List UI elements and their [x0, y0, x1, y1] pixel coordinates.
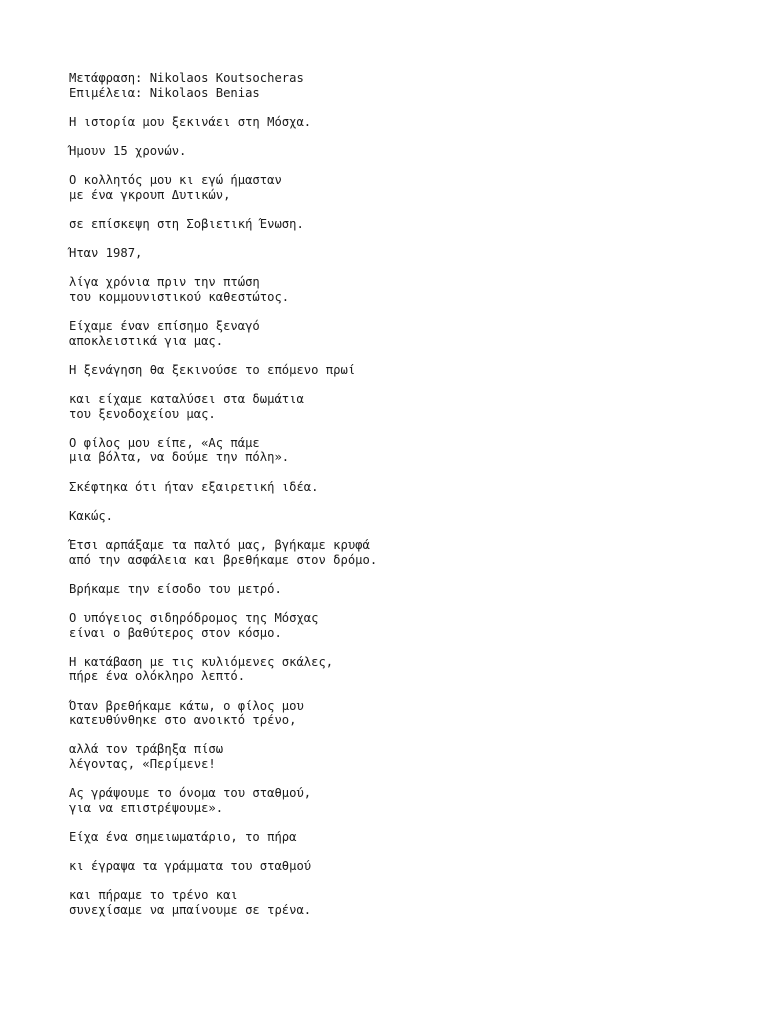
paragraph: [69, 392, 749, 421]
paragraph: [69, 538, 749, 567]
text-line: για να επιστρέψουμε».: [69, 800, 224, 815]
paragraph: [69, 144, 749, 159]
paragraph: [69, 217, 749, 232]
text-line: Η ξενάγηση θα ξεκινούσε το επόμενο πρωί: [69, 362, 356, 377]
text-line: λίγα χρόνια πριν την πτώση: [69, 275, 260, 290]
text-line: Ήμουν 15 χρονών.: [69, 143, 187, 158]
paragraph: [69, 115, 749, 130]
text-line: Η κατάβαση με τις κυλιόμενες σκάλες,: [69, 654, 334, 669]
paragraph: [69, 319, 749, 348]
text-line: σε επίσκεψη στη Σοβιετική Ένωση.: [69, 216, 304, 231]
text-line: και είχαμε καταλύσει στα δωμάτια: [69, 392, 304, 407]
text-line: από την ασφάλεια και βρεθήκαμε στον δρόμο.: [69, 552, 378, 567]
text-line: με ένα γκρουπ Δυτικών,: [69, 187, 231, 202]
text-line: αλλά τον τράβηξα πίσω: [69, 742, 224, 757]
text-line: του κομμουνιστικού καθεστώτος.: [69, 289, 290, 304]
paragraph: [69, 786, 749, 815]
text-line: είναι ο βαθύτερος στον κόσμο.: [69, 625, 282, 640]
text-line: Όταν βρεθήκαμε κάτω, ο φίλος μου: [69, 698, 304, 713]
paragraph: [69, 830, 749, 845]
paragraph: [69, 246, 749, 261]
text-line: λέγοντας, «Περίμενε!: [69, 756, 216, 771]
paragraph: [69, 275, 749, 304]
paragraph: [69, 699, 749, 728]
text-line: Σκέφτηκα ότι ήταν εξαιρετική ιδέα.: [69, 479, 319, 494]
paragraph: [69, 859, 749, 874]
text-line: του ξενοδοχείου μας.: [69, 406, 216, 421]
paragraph: [69, 582, 749, 597]
text-line: αποκλειστικά για μας.: [69, 333, 224, 348]
text-line: Μετάφραση: Nikolaos Koutsocheras: [69, 71, 304, 85]
text-line: Η ιστορία μου ξεκινάει στη Μόσχα.: [69, 114, 312, 129]
text-line: Ας γράψουμε το όνομα του σταθμού,: [69, 786, 312, 801]
text-line: Επιμέλεια: Nikolaos Benias: [69, 85, 260, 100]
text-line: Κακώς.: [69, 508, 114, 523]
paragraph: [69, 436, 749, 465]
text-line: μια βόλτα, να δούμε την πόλη».: [69, 450, 290, 465]
paragraph: [69, 173, 749, 202]
paragraph: [69, 509, 749, 524]
text-line: Ο υπόγειος σιδηρόδρομος της Μόσχας: [69, 610, 319, 625]
text-line: και πήραμε το τρένο και: [69, 888, 238, 903]
text-line: Είχαμε έναν επίσημο ξεναγό: [69, 319, 260, 334]
paragraph: [69, 611, 749, 640]
text-line: Ο κολλητός μου κι εγώ ήμασταν: [69, 173, 282, 188]
paragraph: [69, 888, 749, 917]
paragraph: [69, 71, 749, 100]
paragraph: [69, 742, 749, 771]
transcript-text: [69, 71, 749, 932]
paragraph: [69, 655, 749, 684]
text-line: κατευθύνθηκε στο ανοικτό τρένο,: [69, 713, 297, 728]
text-line: πήρε ένα ολόκληρο λεπτό.: [69, 669, 246, 684]
text-line: Βρήκαμε την είσοδο του μετρό.: [69, 581, 282, 596]
text-line: Ο φίλος μου είπε, «Ας πάμε: [69, 435, 260, 450]
text-line: συνεχίσαμε να μπαίνουμε σε τρένα.: [69, 902, 312, 917]
text-line: Είχα ένα σημειωματάριο, το πήρα: [69, 829, 297, 844]
text-line: κι έγραψα τα γράμματα του σταθμού: [69, 859, 312, 874]
paragraph: [69, 363, 749, 378]
paragraph: [69, 480, 749, 495]
text-line: Ήταν 1987,: [69, 246, 143, 261]
text-line: Έτσι αρπάξαμε τα παλτό μας, βγήκαμε κρυφά: [69, 538, 370, 552]
